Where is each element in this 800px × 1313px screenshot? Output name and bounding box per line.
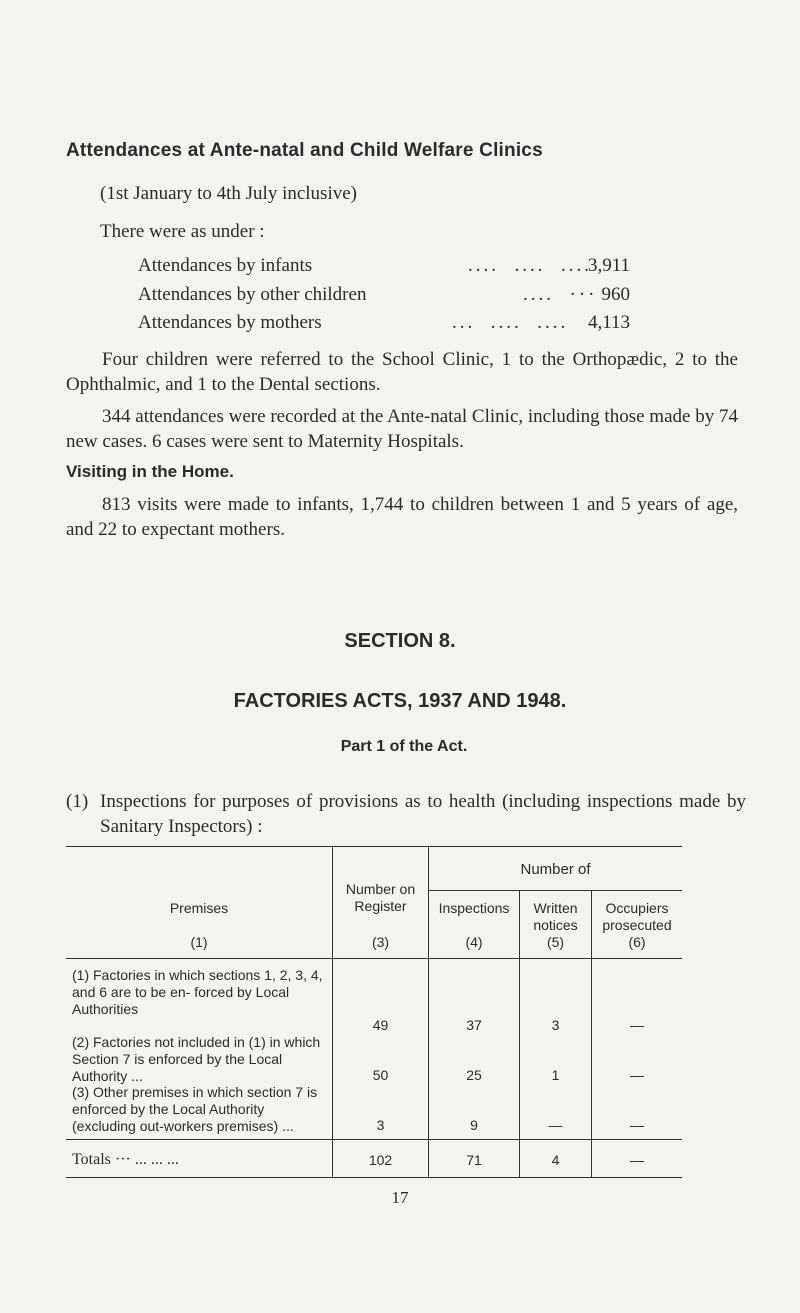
table-row-occupiers: — xyxy=(630,1017,644,1033)
totals-written: 4 xyxy=(551,1152,560,1168)
header-inspections-num: (4) xyxy=(465,934,483,950)
totals-register: 102 xyxy=(368,1152,393,1168)
clinics-heading: Attendances at Ante-natal and Child Welfare Clinics xyxy=(66,140,543,161)
totals-occupiers: — xyxy=(630,1152,644,1168)
table-row-register: 3 xyxy=(376,1117,385,1133)
header-register: Number on Register xyxy=(345,881,416,914)
header-written-num: (5) xyxy=(546,934,565,950)
table-row-occupiers: — xyxy=(630,1117,644,1133)
clinics-period: (1st January to 4th July inclusive) xyxy=(100,183,357,204)
table-row-inspections: 9 xyxy=(470,1117,478,1133)
table-row-inspections: 37 xyxy=(466,1017,482,1033)
home-visiting-text: 813 visits were made to infants, 1,744 to children between 1 and 5 years of age, and 22 to expectant mothers. xyxy=(66,494,738,540)
home-visiting-heading: Visiting in the Home. xyxy=(66,462,234,481)
table-row-written: 3 xyxy=(551,1017,560,1033)
header-occupiers-num: (6) xyxy=(628,934,646,950)
attendance-label: Attendances by infants xyxy=(138,255,313,276)
page-number: 17 xyxy=(391,1188,409,1207)
referrals-text: Four children were referred to the School Clinic, 1 to the Orthopædic, 2 to the Ophthalmic, and 1 to the Dental sections. xyxy=(66,349,738,395)
inspections-number: (1) xyxy=(66,791,89,812)
table-row-inspections: 25 xyxy=(466,1067,482,1083)
header-written-notices: Written notices xyxy=(533,900,578,933)
attendance-value: 4,113 xyxy=(587,312,630,333)
attendance-row-infants: Attendances by infants .... .... .... 3,911 xyxy=(138,255,630,276)
table-row-occupiers: — xyxy=(630,1067,644,1083)
table-row-premises: (1) Factories in which sections 1, 2, 3, 4, and 6 are to be en- forced by Local Authorities xyxy=(72,967,323,1017)
header-occupiers: Occupiers prosecuted xyxy=(602,900,672,933)
table-row-register: 50 xyxy=(372,1067,389,1083)
header-register-num: (3) xyxy=(371,934,390,950)
header-number-of: Number of xyxy=(520,861,591,878)
part-title: Part 1 of the Act. xyxy=(340,738,468,755)
attendance-row-mothers: Attendances by mothers ... .... .... 4,113 xyxy=(138,312,630,333)
table-row-written: — xyxy=(548,1117,563,1133)
table-row-register: 49 xyxy=(372,1017,389,1033)
antenatal-text: 344 attendances were recorded at the Ante-natal Clinic, including those made by 74 new cases. 6 cases were sent to Maternity Hospitals. xyxy=(66,406,738,452)
attendance-value: 960 xyxy=(601,284,630,305)
table-row-written: 1 xyxy=(551,1067,560,1083)
header-inspections: Inspections xyxy=(438,900,510,916)
table-row-premises: (3) Other premises in which section 7 is enforced by the Local Authority (excluding out-workers premises) ... xyxy=(72,1084,318,1134)
clinics-intro: There were as under : xyxy=(100,221,265,242)
attendance-label: Attendances by other children xyxy=(138,284,367,305)
section-label: SECTION 8. xyxy=(344,630,456,652)
act-title: FACTORIES ACTS, 1937 AND 1948. xyxy=(233,690,567,712)
totals-label: Totals ··· ... ... ... xyxy=(72,1151,179,1168)
inspections-text: Inspections for purposes of provisions as to health (including inspections made by Sanitary Inspectors) : xyxy=(100,791,746,837)
totals-inspections: 71 xyxy=(466,1152,482,1168)
header-premises: Premises xyxy=(169,900,229,916)
attendance-label: Attendances by mothers xyxy=(138,312,322,333)
attendance-row-other-children: Attendances by other children .... ··· 960 xyxy=(138,284,630,305)
attendance-value: 3,911 xyxy=(587,255,630,276)
header-premises-num: (1) xyxy=(190,934,208,950)
table-row-premises: (2) Factories not included in (1) in which Section 7 is enforced by the Local Authority ... xyxy=(72,1034,321,1084)
